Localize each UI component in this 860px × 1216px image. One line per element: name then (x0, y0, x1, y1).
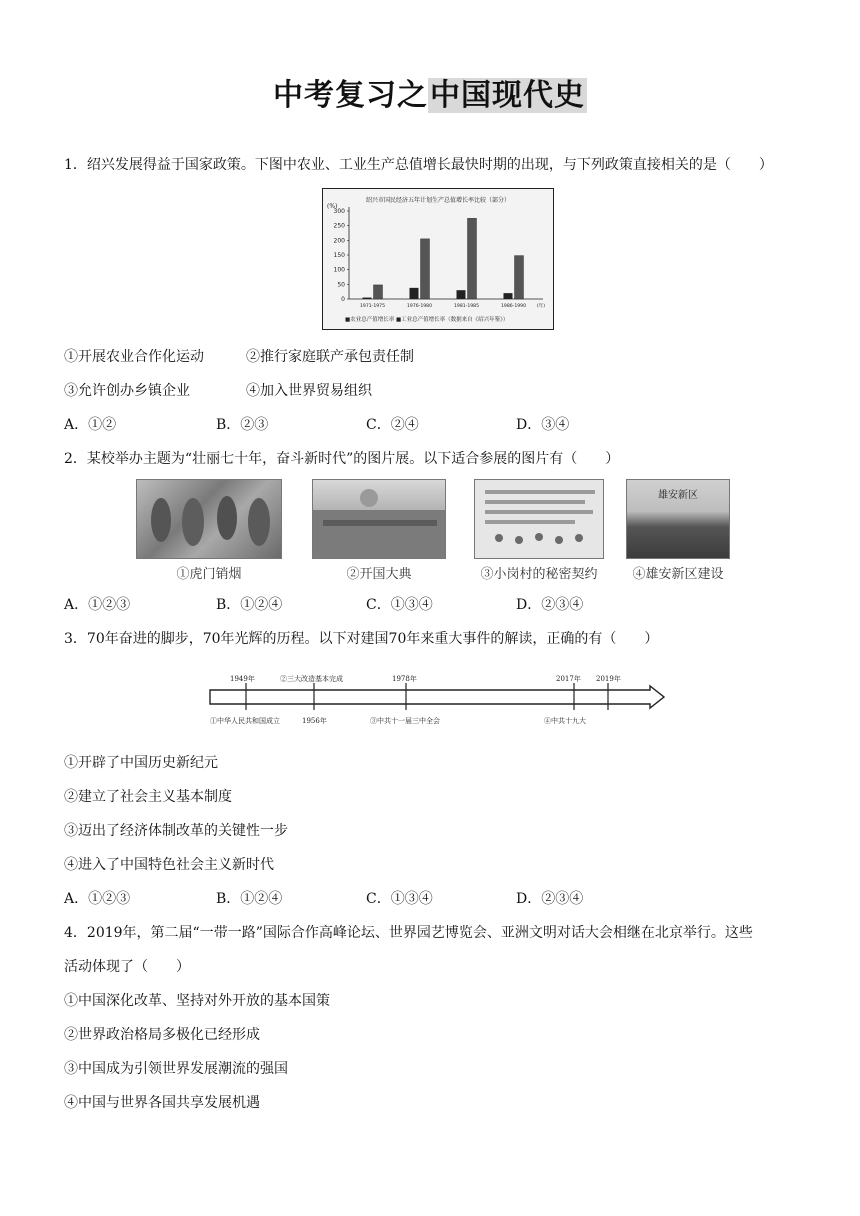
chart-y-tick-label: 100 (333, 266, 345, 274)
timeline-top-2017: 2017年 (556, 675, 581, 683)
q2-option-b[interactable]: B．①②④ (216, 597, 283, 613)
q3-option-a[interactable]: A．①②③ (64, 891, 131, 907)
q1-chart (322, 188, 554, 330)
q4-item-4: ④中国与世界各国共享发展机遇 (64, 1095, 260, 1111)
q3-item-3: ③迈出了经济体制改革的关键性一步 (64, 823, 288, 839)
q2-caption-2: ②开国大典 (346, 567, 412, 582)
chart-x-tick-label: 1971-1975 (359, 304, 386, 309)
timeline-bottom-event4: ④中共十九大 (544, 717, 586, 725)
q4-item-1: ①中国深化改革、坚持对外开放的基本国策 (64, 993, 330, 1009)
q3-option-d[interactable]: D．②③④ (516, 891, 584, 907)
contract-image (474, 479, 604, 559)
chart-bar-ind (421, 239, 430, 299)
q2-caption-1: ①虎门销烟 (176, 567, 242, 582)
timeline-bottom-1956: 1956年 (302, 717, 327, 725)
page-title-part2: 中国现代史 (430, 78, 585, 113)
chart-bar-agri (363, 298, 372, 299)
q4-stem-line2: 活动体现了（ ） (64, 959, 190, 975)
q1-option-c[interactable]: C．②④ (366, 417, 419, 433)
pic4-sign-text: 雄安新区 (658, 490, 698, 501)
q3-option-c[interactable]: C．①③④ (366, 891, 433, 907)
timeline-bottom-event1: ①中华人民共和国成立 (210, 717, 280, 725)
relief-image (136, 479, 282, 559)
chart-x-unit: (年) (536, 304, 545, 309)
q1-item-1: ①开展农业合作化运动 (64, 349, 204, 365)
chart-x-tick-label: 1986-1990 (500, 304, 527, 309)
q1-item-2: ②推行家庭联产承包责任制 (246, 349, 414, 365)
q2-stem: 2．某校举办主题为“壮丽七十年，奋斗新时代”的图片展。以下适合参展的图片有（ ） (64, 451, 620, 467)
chart-bar-agri (504, 293, 513, 299)
page-title (0, 70, 860, 114)
q4-item-3: ③中国成为引领世界发展潮流的强国 (64, 1061, 288, 1077)
chart-bar-agri (457, 290, 466, 299)
ceremony-photo (312, 479, 446, 559)
q2-picture-3 (474, 479, 604, 582)
chart-y-tick-label: 0 (341, 296, 345, 303)
timeline-top-1949: 1949年 (230, 675, 255, 683)
chart-bar-ind (515, 256, 524, 299)
q1-option-a[interactable]: A．①② (64, 417, 117, 433)
timeline-top-2019: 2019年 (596, 675, 621, 683)
chart-bar-agri (410, 288, 419, 299)
q1-item-4: ④加入世界贸易组织 (246, 383, 372, 399)
q3-option-b[interactable]: B．①②④ (216, 891, 283, 907)
q2-option-c[interactable]: C．①③④ (366, 597, 433, 613)
chart-y-tick-label: 150 (333, 252, 345, 259)
q3-timeline (200, 666, 670, 736)
q2-picture-4 (626, 479, 730, 582)
q1-item-3: ③允许创办乡镇企业 (64, 383, 190, 399)
chart-y-tick-label: 50 (337, 281, 345, 289)
q2-option-a[interactable]: A．①②③ (64, 597, 131, 613)
q3-stem: 3．70年奋进的脚步，70年光辉的历程。以下对建国70年来重大事件的解读，正确的有（ ） (64, 631, 659, 647)
q2-picture-2 (312, 479, 446, 582)
q3-item-4: ④进入了中国特色社会主义新时代 (64, 857, 274, 873)
construction-photo (626, 479, 730, 559)
q1-option-b[interactable]: B．②③ (216, 417, 269, 433)
chart-title: 绍兴市国民经济五年计划生产总值增长率比较（部分） (365, 197, 510, 204)
chart-bar-ind (374, 285, 383, 299)
q2-option-d[interactable]: D．②③④ (516, 597, 584, 613)
q4-stem-line1: 4．2019年，第二届“一带一路”国际合作高峰论坛、世界园艺博览会、亚洲文明对话大会相继在北京举行。这些 (64, 925, 753, 941)
chart-y-tick-label: 250 (333, 222, 345, 230)
q2-caption-4: ④雄安新区建设 (632, 567, 724, 582)
chart-x-tick-label: 1976-1980 (406, 304, 433, 309)
chart-bar-ind (468, 218, 477, 299)
timeline-top-1978: 1978年 (392, 675, 417, 683)
page-title-part1: 中考复习之 (273, 78, 428, 113)
q3-item-1: ①开辟了中国历史新纪元 (64, 755, 218, 771)
chart-legend: ■农业总产值增长率 ■工业总产值增长率（数据来自《绍兴年鉴》） (345, 317, 509, 323)
chart-plot (323, 189, 553, 329)
chart-y-tick-label: 200 (333, 237, 345, 245)
q3-item-2: ②建立了社会主义基本制度 (64, 789, 232, 805)
timeline-top-event2: ②三大改造基本完成 (280, 675, 343, 683)
chart-y-tick-label: 300 (333, 208, 345, 215)
timeline-bottom-event3: ③中共十一届三中全会 (370, 717, 440, 725)
chart-unit-label: (%) (327, 203, 338, 210)
q2-picture-1 (136, 479, 282, 582)
q4-item-2: ②世界政治格局多极化已经形成 (64, 1027, 260, 1043)
chart-x-tick-label: 1981-1985 (453, 304, 480, 309)
q1-option-d[interactable]: D．③④ (516, 417, 570, 433)
q2-caption-3: ③小岗村的秘密契约 (480, 567, 598, 582)
q1-stem: 1．绍兴发展得益于国家政策。下图中农业、工业生产总值增长最快时期的出现，与下列政策直接相关的是（ ） (64, 157, 773, 173)
